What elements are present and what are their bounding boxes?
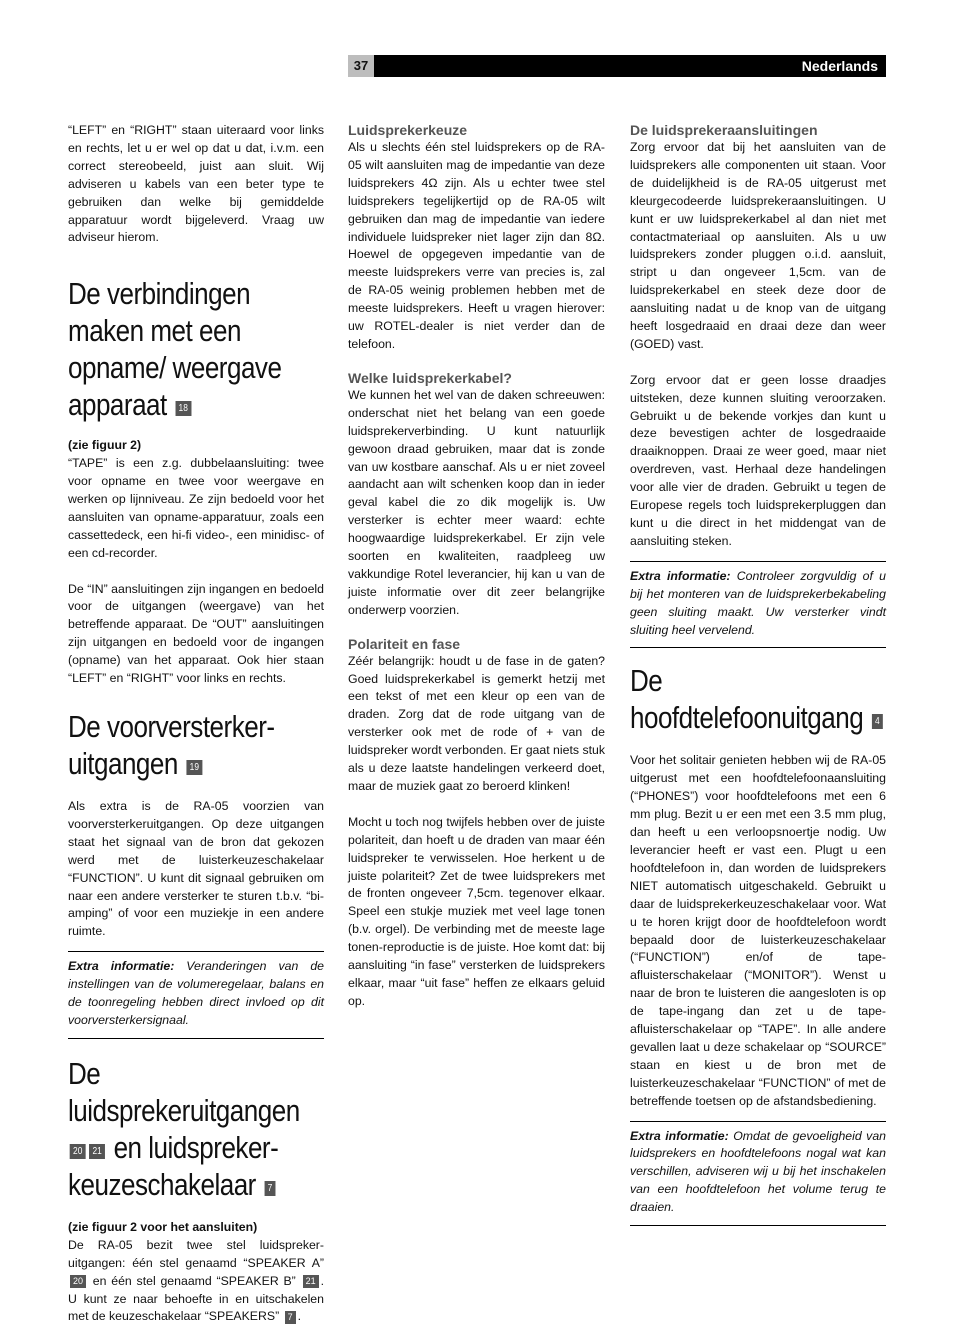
column-3 <box>630 122 886 1226</box>
figure-reference: (zie figuur 2 voor het aansluiten) <box>68 1219 258 1234</box>
extra-info-note: Extra informatie: Controleer zorgvuldig of u bij het monteren van de luidsprekerbekabeling geen sluiting maakt. Uw versterker vindt sluiting heel vervelend. <box>630 561 886 649</box>
ref-7-icon: 7 <box>285 1311 296 1324</box>
subheading-speaker-cable: Welke luidsprekerkabel? <box>348 369 512 386</box>
heading-headphone-output: De hoofdtelefoonuitgang 4 <box>630 662 886 736</box>
in-out-paragraph: De “IN” aansluitingen zijn ingangen en bedoeld voor de uitgangen (weergave) van het betreffende apparaat. De “OUT” aansluitingen zijn uitgangen en bedoeld voor de ingangen (opname) van het apparaat. Ook hier staan “LEFT” en “RIGHT” voor links en rechts. <box>68 581 324 686</box>
extra-info-note: Extra informatie: Omdat de gevoeligheid van luidsprekers en hoofdtelefoons nogal wat kan verschillen, adviseren wij u bij het inschakelen van een hoofdtelefoon het volume terug te draaien. <box>630 1121 886 1227</box>
ref-21-icon: 21 <box>303 1275 319 1288</box>
headphone-paragraph: Voor het solitair genieten hebben wij de RA-05 uitgerust met een hoofdtelefoonaansluiting (“PHONES”) voor hoofdtelefoons met een 6 mm plug. Bezit u er een met een 3.5 mm plug, dan heeft u een verloopsnoertje nodig. Uw leverancier heeft er vast een. Plugt u een hoofdtelefoon in, dan worden de luidsprekers NIET automatisch uitgeschakeld. Gebruikt u daar de luidsprekerkeuzeschakelaar voor. Wat u te horen krijgt door de hoofdtelefoon wordt bepaald door de luisterkeuzeschakelaar (“FUNCTION”) en/of de tape-afluisterschakelaar (“MONITOR”). Wenst u naar de bron te luisteren die aangesloten is op de tape-ingang dan zet u de tape-afluisterschakelaar op “TAPE”. In alle andere gevallen laat u deze schakelaar op “SOURCE” staan en kiest u de bron met de luisterkeuzeschakelaar “FUNCTION” of met de betreffende toetsen op de afstandsbediening. <box>630 753 886 1108</box>
ref-20-icon: 20 <box>70 1144 86 1159</box>
column-1 <box>68 122 324 1326</box>
ref-19-icon: 19 <box>186 760 202 775</box>
page-header <box>348 55 886 77</box>
page-number: 37 <box>348 55 374 77</box>
extra-info-note: Extra informatie: Veranderingen van de instellingen van de volumeregelaar, balans en de toonregeling hebben direct invloed op dit voorversterkersignaal. <box>68 951 324 1039</box>
heading-preamp-outputs: De voorversterker-uitgangen 19 <box>68 709 275 782</box>
loose-wires-paragraph: Zorg ervoor dat er geen losse draadjes uitsteken, deze kunnen sluiting veroorzaken. Gebruikt u de bekende vorkjes dan kunt u deze bevestigen achter de losgedraaide draaiknoppen. Draai ze weer goed, maar niet overdreven, vast. Herhaal deze handelingen voor alle vier de draden. Gebruikt u tegen de Europese regels toch luidsprekerpluggen dan kunt u die direct in het middengat van de aansluiting steken. <box>630 372 886 548</box>
ref-4-icon: 4 <box>872 714 883 729</box>
subheading-speaker-connections: De luidsprekeraansluitingen <box>630 122 818 138</box>
speaker-cable-paragraph: We kunnen het wel van de daken schreeuwen: onderschat niet het belang van een goede luidsprekerverbinding. U kunt natuurlijk gewoon draad gebruiken, maar dat is zonde van uw kostbare aanschaf. Als u er niet zoveel aandacht aan wilt schenken koop dan in ieder geval kabel die zo dik mogelijk is. Uw versterker is echter meer waard: echte hoogwaardige luidsprekerkabel. Er zijn vele soorten en kwaliteiten, raadpleeg uw vakkundige Rotel leverancier, hij kan u van de juiste informatie over dit zeer belangrijke onderwerp voorzien. <box>348 387 605 617</box>
subheading-polarity: Polariteit en fase <box>348 635 461 652</box>
polarity-doubt-paragraph: Mocht u toch nog twijfels hebben over de juiste polariteit, dan hoeft u de draden van maar één luidspreker te verwisselen. Hoe herkent u de juiste polariteit? Zet de twee luidsprekers met de fronten ongeveer 7,5cm. tegenover elkaar. Speel een stukje muziek met veel lage tonen (b.v. orgel). De verbinding met de meeste lage tonen-reproductie is de juiste. Hoe komt dat: bij aansluiting “in fase” versterken de luidsprekers elkaar, maar “uit fase” heffen ze elkaars geluid op. <box>348 814 606 1008</box>
connections-paragraph: Zorg ervoor dat bij het aansluiten van de luidsprekers alle componenten uit staan. Voor de duidelijkheid is de RA-05 uitgerust met kleurgecodeerde luidsprekeraansluitingen. U kunt er uw luidsprekerkabel al dan niet met contactmateriaal op aansluiten. Als u uw luidsprekers zonder pluggen o.i.d. aansluit, stript u dan ongeveer 1,5cm. van de luidsprekerkabel en steek deze door de aansluiting nadat u de knop van de uitgang heeft losgedraaid en draai deze dan weer (GOED) vast. <box>630 140 886 351</box>
intro-paragraph: “LEFT” en “RIGHT” staan uiteraard voor links en rechts, let u er wel op dat u dat, i.v.m. een correct stereobeeld, juist aan sluit. Wij adviseren u kabels van een beter type te gebruiken dan welke bij gemiddelde apparatuur wordt bijgeleverd. Vraag uw adviseur hierom. <box>68 123 324 245</box>
ref-7-icon: 7 <box>264 1181 275 1196</box>
tape-paragraph: “TAPE” is een z.g. dubbelaansluiting: twee voor opname en twee voor weergave en werken op lijnniveau. Ze zijn bedoeld voor het aansluiten van opname-apparatuur, zoals een cassettedeck, een hi-fi video-, een minidisc- of een cd-recorder. <box>68 456 324 560</box>
language-label: Nederlands <box>374 55 886 77</box>
ref-20-icon: 20 <box>70 1275 86 1288</box>
subheading-speaker-choice: Luidsprekerkeuze <box>348 122 468 138</box>
ref-21-icon: 21 <box>89 1144 105 1159</box>
speaker-choice-paragraph: Als u slechts één stel luidsprekers op de RA-05 wilt aansluiten mag de impedantie van deze luidsprekers 4Ω zijn. Als u echter twee stel luidsprekers tegelijkertijd op de RA-05 wilt gebruiken dan mag de impedantie van iedere individuele luidspreker niet lager zijn dan 8Ω. Hoewel de opgegeven impedantie van de meeste luidsprekers verre van precies is, zal de RA-05 weinig problemen hebben met de meeste luidsprekers. Heeft u vragen hierover: uw ROTEL-dealer is niet verder dan de telefoon. <box>348 140 605 351</box>
figure-reference: (zie figuur 2) <box>68 438 142 453</box>
heading-speaker-outputs: De luidsprekeruitgangen 20 21 en luidspreker-keuzeschakelaar 7 <box>68 1055 300 1202</box>
polarity-paragraph: Zéér belangrijk: houdt u de fase in de gaten? Goed luidsprekerkabel is gemerkt hetzij met een tekst of met een kleur op een van de draden. Zorg dat de rode uitgang van de versterker ook met de rode of + van de luidspreker wordt verbonden. Er gaat niets stuk als u deze laatste handelingen verkeerd doet, maar de muziek gaat zo beroerd klinken! <box>348 653 606 793</box>
heading-recording-connections: De verbindingen maken met een opname/ weergave apparaat 18 <box>68 276 282 423</box>
ref-18-icon: 18 <box>175 401 191 416</box>
preamp-paragraph: Als extra is de RA-05 voorzien van voorversterkeruitgangen. Op deze uitgangen staat het signaal van de bron dat gekozen werd met de luisterkeuzeschakelaar “FUNCTION”. U kunt dit signaal gebruiken om naar een andere versterker te sturen t.b.v. “bi-amping” of voor een muziekje in een andere ruimte. <box>68 799 324 939</box>
speaker-outputs-paragraph: De RA-05 bezit twee stel luidspreker-uitgangen: één stel genaamd “SPEAKER A” 20 en één stel genaamd “SPEAKER B” 21 . U kunt ze naar behoefte in en uitschakelen met de keuzeschakelaar “SPEAKERS” 7 . <box>68 1237 324 1324</box>
column-2 <box>348 122 605 1011</box>
